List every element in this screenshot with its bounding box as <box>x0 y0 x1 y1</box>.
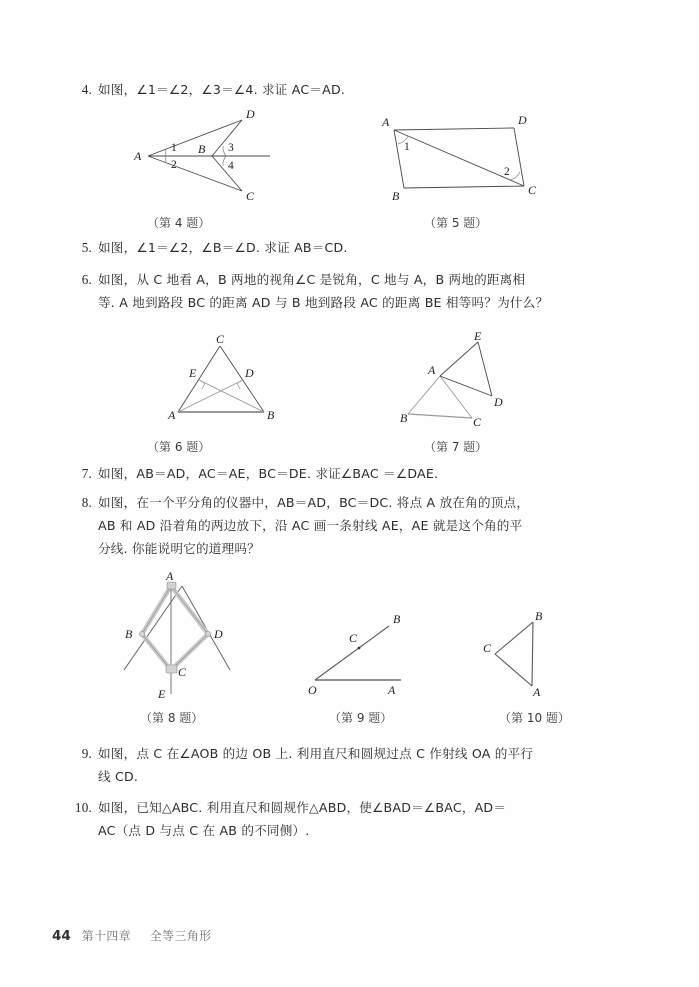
figure-7-label-A: A <box>428 363 436 377</box>
figure-6-label-E: E <box>189 366 197 380</box>
figure-7 <box>400 329 515 429</box>
caption-figure-4: （第 4 题） <box>147 216 211 230</box>
problem-6-text-line-2: 等. A 地到路段 BC 的距离 AD 与 B 地到路段 AC 的距离 BE 相等吗？为什么？ <box>98 295 549 310</box>
figure-9-label-O: O <box>308 683 317 697</box>
problem-4 <box>72 78 632 101</box>
problem-8-number: 8. <box>81 495 92 510</box>
problem-5-text: 如图，∠1＝∠2，∠B＝∠D. 求证 AB＝CD. <box>98 240 348 255</box>
figure-4 <box>130 106 280 206</box>
problem-7-text: 如图，AB＝AD，AC＝AE，BC＝DE. 求证∠BAC ＝∠DAE. <box>98 466 439 481</box>
figure-6-label-A: A <box>168 408 176 422</box>
figure-8-label-D: D <box>214 627 223 641</box>
figure-7-label-B: B <box>400 411 408 425</box>
footer-page-number: 44 <box>52 928 71 944</box>
figure-4-angle-4: 4 <box>228 160 234 172</box>
problem-10-text-line-2: AC（点 D 与点 C 在 AB 的不同侧）. <box>98 823 310 838</box>
figure-8-label-A: A <box>166 569 174 583</box>
problem-9-number: 9. <box>81 746 92 761</box>
figure-9 <box>305 608 415 698</box>
figure-9-label-A: A <box>388 683 396 697</box>
problem-9-text-line-1: 如图，点 C 在∠AOB 的边 OB 上. 利用直尺和圆规过点 C 作射线 OA 的平行 <box>98 746 534 761</box>
figure-10-label-C: C <box>483 641 492 655</box>
caption-figure-7: （第 7 题） <box>424 440 488 454</box>
footer-chapter-title: 全等三角形 <box>150 929 212 943</box>
figure-5-angle-1: 1 <box>404 141 410 153</box>
figure-10 <box>477 608 567 698</box>
problem-5 <box>72 236 632 259</box>
problem-9-text-line-2: 线 CD. <box>98 769 139 784</box>
figure-4-label-C: C <box>246 189 255 203</box>
problem-10-number: 10. <box>74 800 92 815</box>
problem-9 <box>72 742 647 788</box>
problem-4-text: 如图，∠1＝∠2，∠3＝∠4. 求证 AC＝AD. <box>98 82 346 97</box>
figure-7-label-E: E <box>474 329 482 343</box>
figure-5 <box>380 112 540 207</box>
figure-4-angle-2: 2 <box>171 159 177 171</box>
figure-4-label-A: A <box>134 149 142 163</box>
footer-chapter: 第十四章 <box>81 929 131 943</box>
figure-4-label-D: D <box>246 107 255 121</box>
figure-4-angle-3: 3 <box>228 142 234 154</box>
figure-6-label-D: D <box>245 366 254 380</box>
caption-figure-6: （第 6 题） <box>147 440 211 454</box>
figure-7-label-C: C <box>473 415 482 429</box>
figure-8-label-E: E <box>158 687 166 701</box>
problem-5-number: 5. <box>81 240 92 255</box>
figure-5-angle-2: 2 <box>504 166 510 178</box>
figure-8-label-B: B <box>125 627 133 641</box>
problem-8-text-line-2: AB 和 AD 沿着角的两边放下，沿 AC 画一条射线 AE，AE 就是这个角的平 <box>98 518 523 533</box>
figure-6-label-B: B <box>267 408 275 422</box>
problem-8-text-line-1: 如图，在一个平分角的仪器中，AB＝AD，BC＝DC. 将点 A 放在角的顶点， <box>98 495 530 510</box>
figure-8 <box>112 569 232 702</box>
figure-5-label-D: D <box>518 113 527 127</box>
problem-4-number: 4. <box>81 82 92 97</box>
problem-6-text-line-1: 如图，从 C 地看 A，B 两地的视角∠C 是锐角，C 地与 A，B 两地的距离相 <box>98 272 526 287</box>
problem-8-text-line-3: 分线. 你能说明它的道理吗？ <box>98 541 260 556</box>
caption-figure-5: （第 5 题） <box>424 216 488 230</box>
caption-figure-9: （第 9 题） <box>329 711 393 725</box>
problem-6-number: 6. <box>81 272 92 287</box>
figure-9-label-B: B <box>393 612 401 626</box>
problem-7 <box>72 462 642 485</box>
problem-10-text-line-1: 如图，已知△ABC. 利用直尺和圆规作△ABD，使∠BAD＝∠BAC，AD＝ <box>98 800 507 815</box>
figure-10-label-A: A <box>533 685 541 699</box>
problem-10 <box>72 796 647 842</box>
problem-8 <box>72 491 647 560</box>
figure-6 <box>168 332 278 422</box>
figure-5-label-C: C <box>528 183 537 197</box>
figure-10-label-B: B <box>535 609 543 623</box>
caption-figure-10: （第 10 题） <box>499 711 570 725</box>
figure-8-label-C: C <box>178 665 187 679</box>
figure-5-label-B: B <box>392 189 400 203</box>
figure-9-label-C: C <box>349 631 358 645</box>
figure-5-label-A: A <box>382 115 390 129</box>
figure-4-angle-1: 1 <box>171 142 177 154</box>
caption-figure-8: （第 8 题） <box>140 711 204 725</box>
figure-4-label-B: B <box>198 142 206 156</box>
page-footer <box>52 927 212 944</box>
problem-7-number: 7. <box>81 466 92 481</box>
figure-6-label-C: C <box>216 332 225 346</box>
figure-7-label-D: D <box>494 395 503 409</box>
problem-6 <box>72 268 642 314</box>
